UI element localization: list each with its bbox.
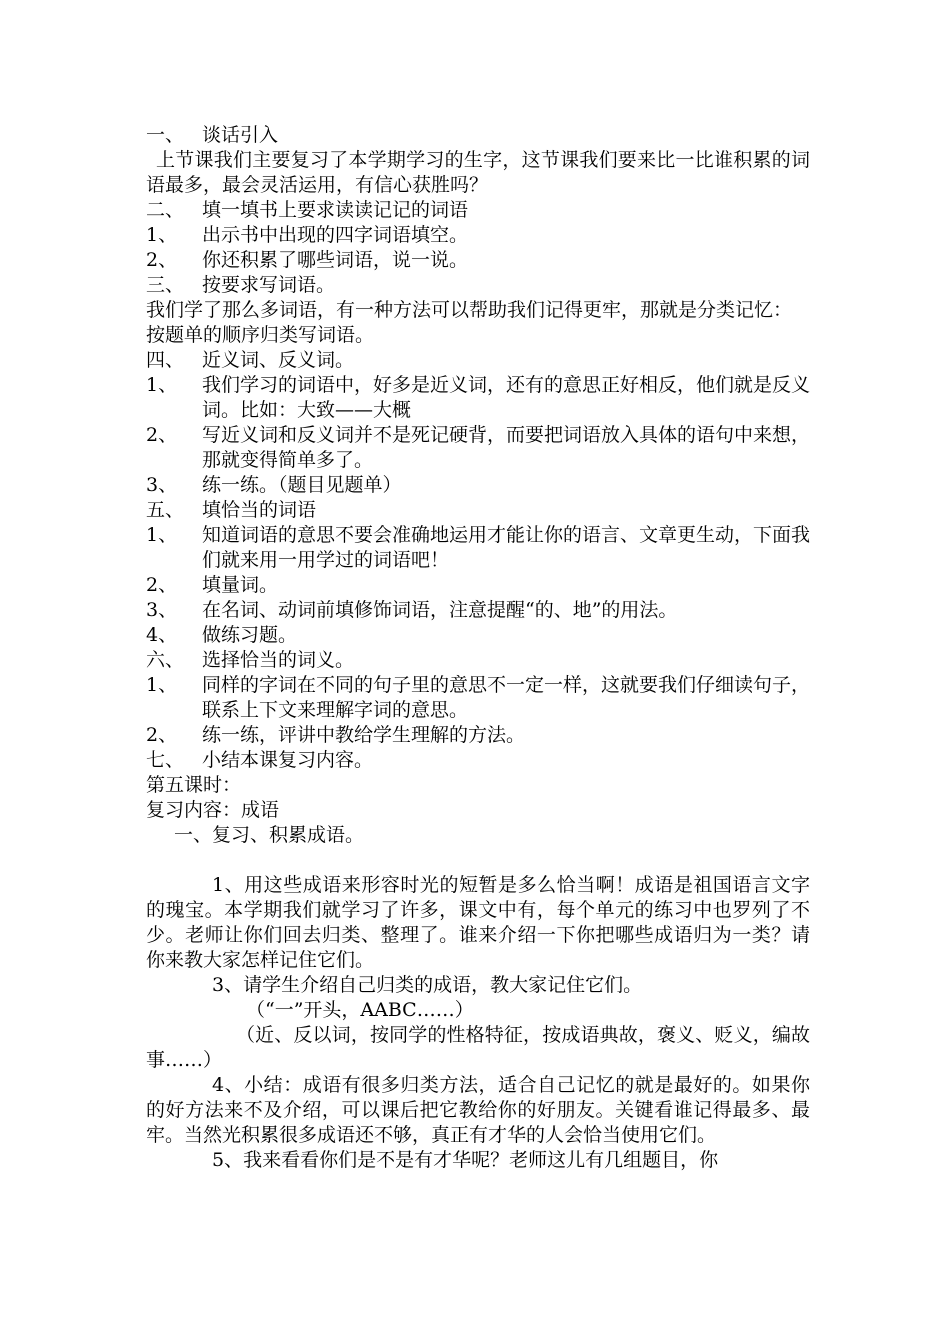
section-title: 谈话引入 bbox=[202, 124, 279, 146]
item-text: 出示书中出现的四字词语填空。 bbox=[202, 224, 469, 246]
section-heading bbox=[146, 123, 810, 148]
paragraph: 5、我来看看你们是不是有才华呢？老师这儿有几组题目，你 bbox=[212, 1149, 719, 1171]
section-heading bbox=[146, 498, 810, 523]
list-item bbox=[146, 598, 810, 623]
paragraph: （近、反以词，按同学的性格特征，按成语典故，褒义、贬义，编故事……） bbox=[146, 1024, 810, 1071]
document-page bbox=[146, 123, 810, 1173]
paragraph: 按题单的顺序归类写词语。 bbox=[146, 324, 375, 346]
item-text: 填量词。 bbox=[202, 574, 279, 596]
section-title: 填一填书上要求读读记记的词语 bbox=[202, 199, 469, 221]
item-number: 1、 bbox=[146, 374, 178, 396]
list-item bbox=[146, 248, 810, 273]
paragraph: 1、用这些成语来形容时光的短暂是多么恰当啊！成语是祖国语言文字的瑰宝。本学期我们就学习了许多，课文中有，每个单元的练习中也罗列了不少。老师让你们回去归类、整理了。谁来介绍一下你把哪些成语归为一类？请你来教大家怎样记住它们。 bbox=[146, 874, 810, 971]
item-text: 在名词、动词前填修饰词语，注意提醒“的、地”的用法。 bbox=[202, 599, 678, 621]
section-title: 按要求写词语。 bbox=[202, 274, 336, 296]
item-number: 2、 bbox=[146, 249, 178, 271]
list-item bbox=[146, 723, 810, 748]
section-title: 近义词、反义词。 bbox=[202, 349, 355, 371]
section-title: 小结本课复习内容。 bbox=[202, 749, 374, 771]
paragraph: 4、小结：成语有很多归类方法，适合自己记忆的就是最好的。如果你的好方法来不及介绍，可以课后把它教给你的好朋友。关键看谁记得最多、最牢。当然光积累很多成语还不够，真正有才华的人会恰当使用它们。 bbox=[146, 1074, 810, 1146]
list-item bbox=[146, 573, 810, 598]
lesson-title: 第五课时： bbox=[146, 774, 242, 796]
paragraph: （“一”开头，AABC……） bbox=[246, 999, 474, 1021]
item-number: 4、 bbox=[146, 624, 178, 646]
item-text: 你还积累了哪些词语，说一说。 bbox=[202, 249, 469, 271]
section-number: 一、 bbox=[146, 124, 185, 146]
item-number: 1、 bbox=[146, 224, 178, 246]
section-heading bbox=[146, 348, 810, 373]
item-text: 同样的字词在不同的句子里的意思不一定一样，这就要我们仔细读句子，联系上下文来理解字词的意思。 bbox=[202, 674, 811, 721]
section-number: 七、 bbox=[146, 749, 185, 771]
section-title: 选择恰当的词义。 bbox=[202, 649, 355, 671]
item-text: 练一练，评讲中教给学生理解的方法。 bbox=[202, 724, 526, 746]
item-number: 2、 bbox=[146, 574, 178, 596]
section-heading bbox=[146, 273, 810, 298]
item-number: 1、 bbox=[146, 674, 178, 696]
list-item bbox=[146, 523, 810, 573]
item-text: 写近义词和反义词并不是死记硬背，而要把词语放入具体的语句中来想，那就变得简单多了。 bbox=[202, 424, 811, 471]
paragraph: 3、请学生介绍自己归类的成语，教大家记住它们。 bbox=[212, 974, 643, 996]
section-number: 四、 bbox=[146, 349, 185, 371]
review-content: 复习内容：成语 bbox=[146, 799, 280, 821]
section-number: 三、 bbox=[146, 274, 185, 296]
list-item bbox=[146, 223, 810, 248]
item-text: 我们学习的词语中，好多是近义词，还有的意思正好相反，他们就是反义词。比如：大致——大概 bbox=[202, 374, 811, 421]
section-heading bbox=[146, 198, 810, 223]
paragraph: 上节课我们主要复习了本学期学习的生字，这节课我们要来比一比谁积累的词语最多，最会灵活运用，有信心获胜吗？ bbox=[146, 149, 810, 196]
item-number: 2、 bbox=[146, 724, 178, 746]
paragraph: 我们学了那么多词语，有一种方法可以帮助我们记得更牢，那就是分类记忆： bbox=[146, 299, 793, 321]
section-number: 五、 bbox=[146, 499, 185, 521]
blank-line bbox=[146, 848, 810, 873]
item-number: 1、 bbox=[146, 524, 178, 546]
section-number: 六、 bbox=[146, 649, 185, 671]
list-item bbox=[146, 473, 810, 498]
item-text: 练一练。（题目见题单） bbox=[202, 474, 402, 496]
item-number: 3、 bbox=[146, 599, 178, 621]
list-item bbox=[146, 373, 810, 423]
section-number: 二、 bbox=[146, 199, 185, 221]
item-text: 做练习题。 bbox=[202, 624, 298, 646]
list-item bbox=[146, 423, 810, 473]
item-number: 2、 bbox=[146, 424, 178, 446]
list-item bbox=[146, 623, 810, 648]
item-text: 知道词语的意思不要会准确地运用才能让你的语言、文章更生动，下面我们就来用一用学过的词语吧！ bbox=[202, 524, 811, 571]
review-heading: 一、复习、积累成语。 bbox=[174, 824, 365, 846]
list-item bbox=[146, 673, 810, 723]
item-number: 3、 bbox=[146, 474, 178, 496]
section-title: 填恰当的词语 bbox=[202, 499, 317, 521]
section-heading bbox=[146, 748, 810, 773]
section-heading bbox=[146, 648, 810, 673]
